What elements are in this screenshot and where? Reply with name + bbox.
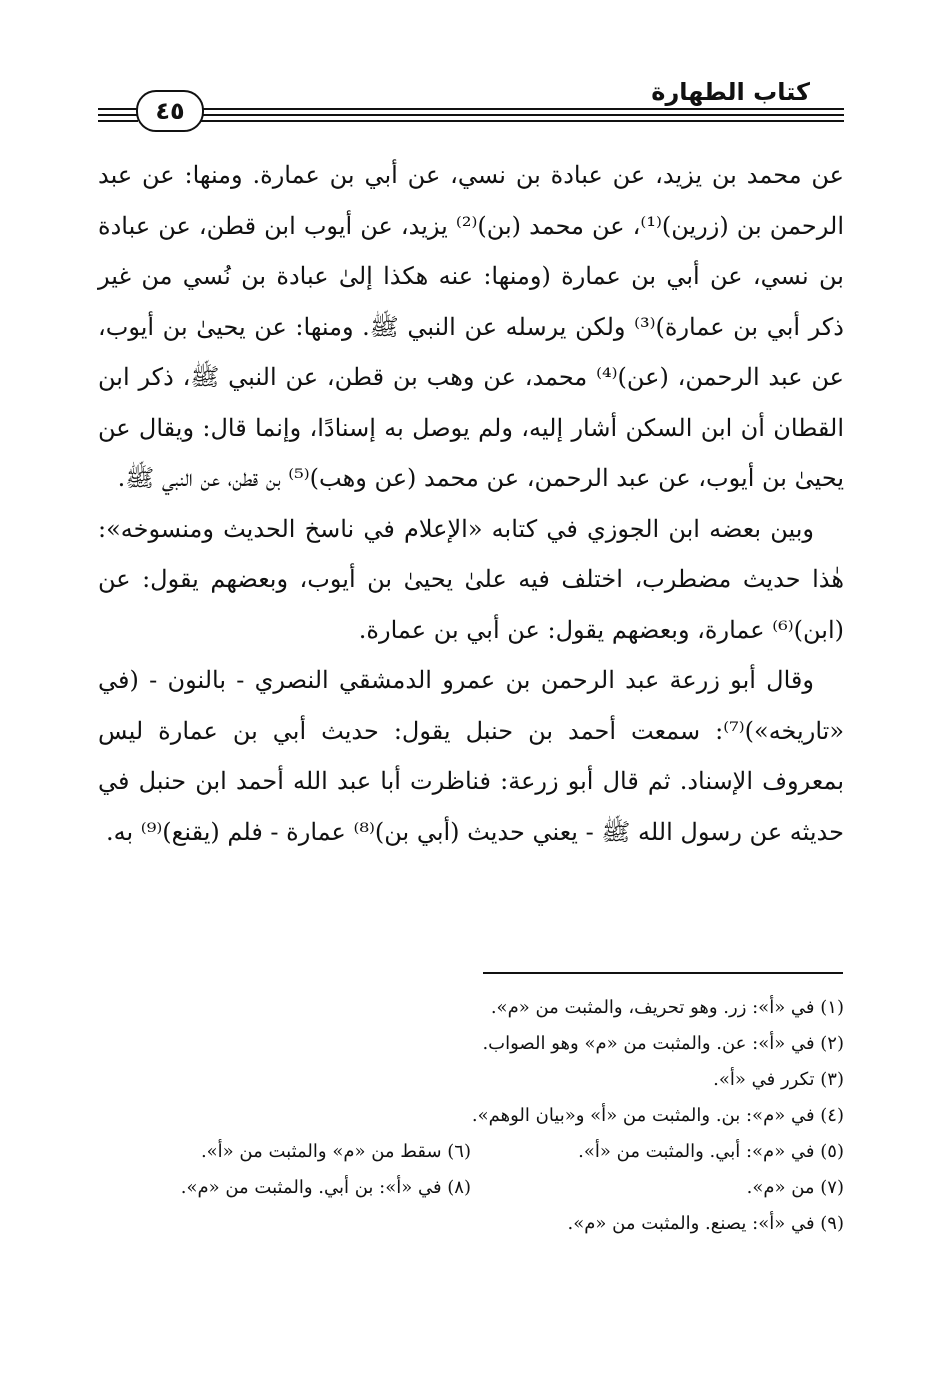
paragraph-2: وبين بعضه ابن الجوزي في كتابه «الإعلام في ناسخ الحديث ومنسوخه»: هٰذا حديث مضطرب، اختلف فيه علىٰ يحيىٰ بن أيوب، وبعضهم يقول: عن (ابن)⁽⁶⁾ عمارة، وبعضهم يقول: عن أبي بن عمارة. (98, 514, 844, 644)
header-rule (190, 108, 844, 110)
main-text (98, 150, 844, 857)
footnote-8: (٨) في «أ»: بن أبي. والمثبت من «م». (180, 1177, 471, 1198)
footnote-divider (483, 972, 843, 974)
header-rule-left (98, 120, 138, 122)
footnote-6: (٦) سقط من «م» والمثبت من «أ». (200, 1141, 471, 1162)
paragraph-1: عن محمد بن يزيد، عن عبادة بن نسي، عن أبي بن عمارة. ومنها: عن عبد الرحمن بن (زرين)⁽¹⁾، عن محمد (بن)⁽²⁾ يزيد، عن أيوب ابن قطن، عن عبادة بن نسي، عن أبي بن عمارة (ومنها: عنه هكذا إلىٰ عبادة بن نُسي من غير ذكر أبي بن عمارة)⁽³⁾ ولكن يرسله عن النبي ﷺ. ومنها: عن يحيىٰ بن أيوب، عن عبد الرحمن، (عن)⁽⁴⁾ محمد، عن وهب بن قطن، عن النبي ﷺ، ذكر ابن القطان أن ابن السكن أشار إليه، ولم يوصل به إسنادًا، وإنما قال: ويقال عن يحيىٰ بن أيوب، عن عبد الرحمن، عن محمد (عن وهب)⁽⁵⁾ بن قطن، عن النبي ﷺ. (98, 161, 845, 492)
page-header (98, 78, 844, 128)
header-rule-left (98, 108, 138, 110)
footnotes (98, 990, 844, 1242)
running-title: كتاب الطهارة (651, 78, 810, 106)
header-rule-left (98, 114, 138, 116)
page-number: ٤٥ (136, 90, 204, 132)
header-rule (190, 120, 844, 122)
footnote-4: (٤) في «م»: بن. والمثبت من «أ» و«بيان الوهم». (471, 1105, 844, 1126)
footnote-3: (٣) تكرر في «أ». (713, 1069, 844, 1090)
footnote-5: (٥) في «م»: أبي. والمثبت من «أ». (578, 1141, 844, 1162)
paragraph-3: وقال أبو زرعة عبد الرحمن بن عمرو الدمشقي النصري - بالنون - (في «تاريخه»)⁽⁷⁾: سمعت أحمد بن حنبل يقول: حديث أبي بن عمارة ليس بمعروف الإسناد. ثم قال أبو زرعة: فناظرت أبا عبد الله أحمد ابن حنبل في حديثه عن رسول الله ﷺ - يعني حديث (أبي بن)⁽⁸⁾ عمارة - فلم (يقنع)⁽⁹⁾ به. (98, 666, 844, 846)
footnote-1: (١) في «أ»: زر. وهو تحريف، والمثبت من «م». (490, 997, 844, 1018)
header-rule (190, 114, 844, 116)
footnote-9: (٩) في «أ»: يصنع. والمثبت من «م». (567, 1213, 844, 1234)
footnote-7: (٧) من «م». (746, 1177, 844, 1198)
footnote-2: (٢) في «أ»: عن. والمثبت من «م» وهو الصواب. (482, 1033, 844, 1054)
